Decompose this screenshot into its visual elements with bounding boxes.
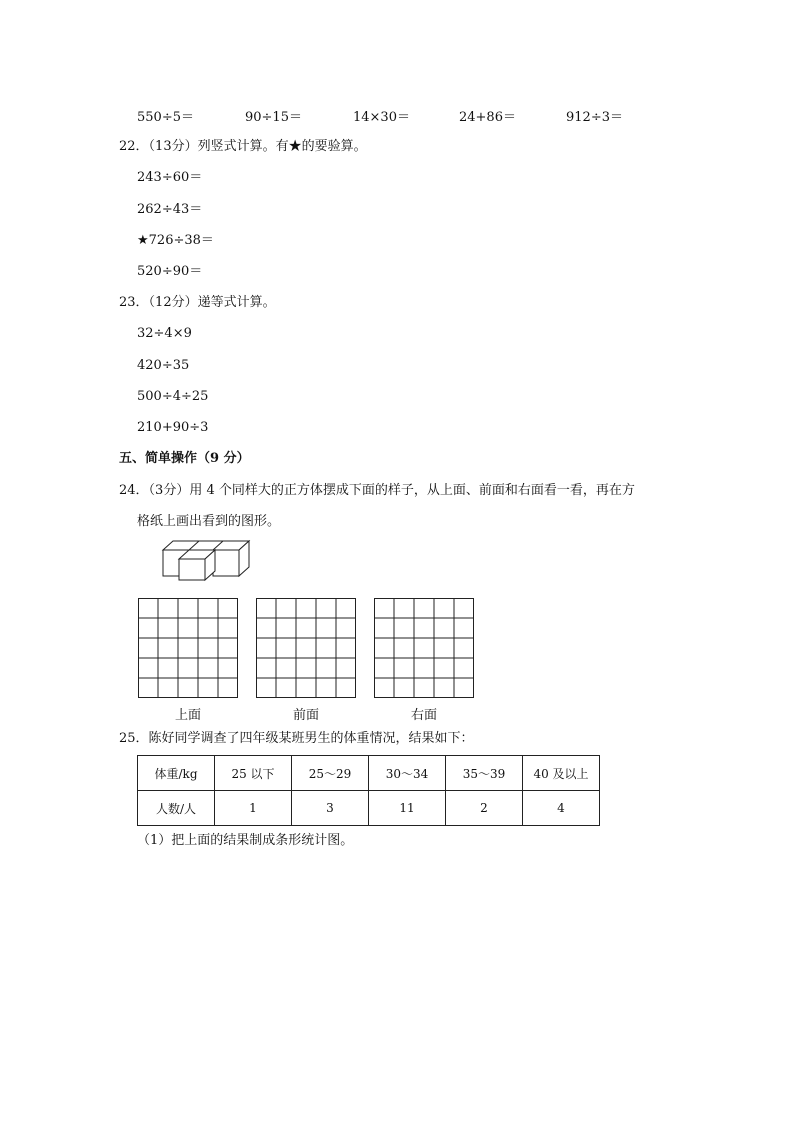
question-24-line2: 格纸上画出看到的图形。: [137, 514, 281, 529]
question-23-item: 500÷4÷25: [137, 389, 209, 404]
table-header-cell: 30～34: [369, 756, 446, 791]
equation: 90÷15＝: [245, 110, 302, 125]
question-23-item: 210+90÷3: [137, 420, 209, 435]
grid-label-right: 右面: [410, 708, 437, 723]
question-22-item: ★726÷38＝: [137, 233, 214, 248]
table-header-cell: 25 以下: [215, 756, 292, 791]
equation: 14×30＝: [353, 110, 410, 125]
equation: 24+86＝: [459, 110, 516, 125]
table-header-cell: 35～39: [446, 756, 523, 791]
question-22-item: 262÷43＝: [137, 202, 203, 217]
cube-arrangement-figure: [160, 538, 252, 582]
question-22-title: 22．（13分）列竖式计算。有★的要验算。: [119, 139, 367, 154]
question-22-item: 520÷90＝: [137, 264, 203, 279]
question-25-sub1: （1）把上面的结果制成条形统计图。: [137, 833, 354, 848]
weight-table: [137, 755, 600, 826]
question-23-item: 420÷35: [137, 358, 190, 373]
grid-label-top: 上面: [174, 708, 201, 723]
question-24-line1: 24．（3分）用 4 个同样大的正方体摆成下面的样子，从上面、前面和右面看一看，再在方: [119, 483, 635, 498]
grid-front-view[interactable]: [256, 598, 356, 698]
question-22-item: 243÷60＝: [137, 170, 203, 185]
question-25-title: 25．陈好同学调查了四年级某班男生的体重情况，结果如下：: [119, 731, 474, 746]
table-cell: 11: [369, 791, 446, 826]
table-row: [138, 756, 600, 791]
table-row: [138, 791, 600, 826]
table-header-cell: 体重/kg: [138, 756, 215, 791]
grid-top-view[interactable]: [138, 598, 238, 698]
equation: 912÷3＝: [566, 110, 623, 125]
table-header-cell: 25～29: [292, 756, 369, 791]
table-cell: 1: [215, 791, 292, 826]
table-cell: 4: [523, 791, 600, 826]
table-header-cell: 40 及以上: [523, 756, 600, 791]
grid-label-front: 前面: [292, 708, 319, 723]
question-23-item: 32÷4×9: [137, 326, 192, 341]
table-cell: 3: [292, 791, 369, 826]
table-cell: 人数/人: [138, 791, 215, 826]
table-cell: 2: [446, 791, 523, 826]
question-23-title: 23．（12分）递等式计算。: [119, 295, 276, 310]
grid-right-view[interactable]: [374, 598, 474, 698]
equation: 550÷5＝: [137, 110, 194, 125]
section-5-title: 五、简单操作（9 分）: [119, 451, 250, 466]
